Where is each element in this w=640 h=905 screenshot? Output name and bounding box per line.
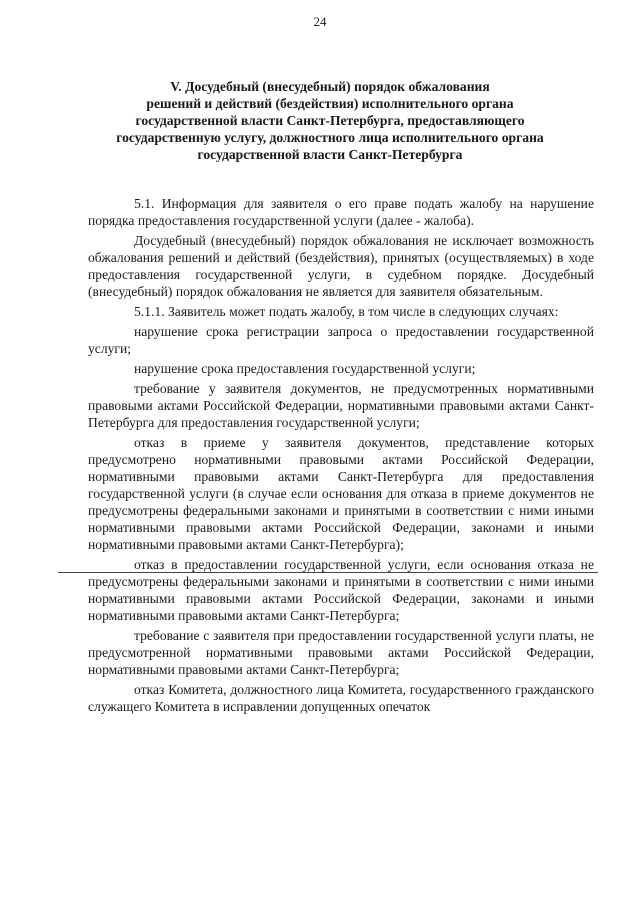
case-refusal-service-text: отказ в предоставлении государственной услуги, если основания отказа не предусмотрены федеральными законами и принятыми в соответствии с ними иными нормативными правовыми актами Российской Федерации, законами и иными нормативными правовыми актами Санкт-Петербурга; [88,557,594,623]
case-refusal-accept-documents: отказ в приеме у заявителя документов, представление которых предусмотрено нормативными правовыми актами Российской Федерации, нормативными правовыми актами Санкт-Петербурга для предоставления государственной услуги (в случае если основания для отказа в приеме документов не предусмотрены федеральными законами и принятыми в соответствии с ними иными нормативными правовыми актами Российской Федерации, законами и иными нормативными правовыми актами Санкт-Петербурга); [88,435,594,552]
case-service-deadline: нарушение срока предоставления государственной услуги; [134,361,476,376]
section-title-line: государственную услугу, должностного лица исполнительного органа [116,130,544,145]
page-number: 24 [313,14,327,29]
case-registration-deadline: нарушение срока регистрации запроса о предоставлении государственной услуги; [88,324,594,356]
case-refusal-service [88,556,594,624]
section-title-line: решений и действий (бездействия) исполнительного органа [146,96,514,111]
scan-line-mark [58,572,598,573]
paragraph-pretrial-note: Досудебный (внесудебный) порядок обжалования не исключает возможность обжалования решений и действий (бездействия), принятых (осуществляемых) в ходе предоставления государственной услуги, в судебном порядке. Досудебный (внесудебный) порядок обжалования не является для заявителя обязательным. [88,233,594,299]
paragraph-5-1: 5.1. Информация для заявителя о его праве подать жалобу на нарушение порядка предоставления государственной услуги (далее - жалоба). [88,196,594,228]
section-title [70,78,590,163]
case-fee-requirement: требование с заявителя при предоставлении государственной услуги платы, не предусмотренной нормативными правовыми актами Российской Федерации, нормативными правовыми актами Санкт-Петербурга; [88,628,594,677]
paragraph-5-1-1: 5.1.1. Заявитель может подать жалобу, в том числе в следующих случаях: [134,304,559,319]
section-title-line: V. Досудебный (внесудебный) порядок обжалования [170,79,490,94]
case-refusal-correction: отказ Комитета, должностного лица Комитета, государственного гражданского служащего Комитета в исправлении допущенных опечаток [88,682,594,714]
document-body [88,195,594,715]
case-extra-documents: требование у заявителя документов, не предусмотренных нормативными правовыми актами Российской Федерации, нормативными правовыми актами Санкт-Петербурга для предоставления государственной услуги; [88,381,594,430]
section-title-line: государственной власти Санкт-Петербурга, предоставляющего [135,113,525,128]
section-title-line: государственной власти Санкт-Петербурга [197,147,463,162]
